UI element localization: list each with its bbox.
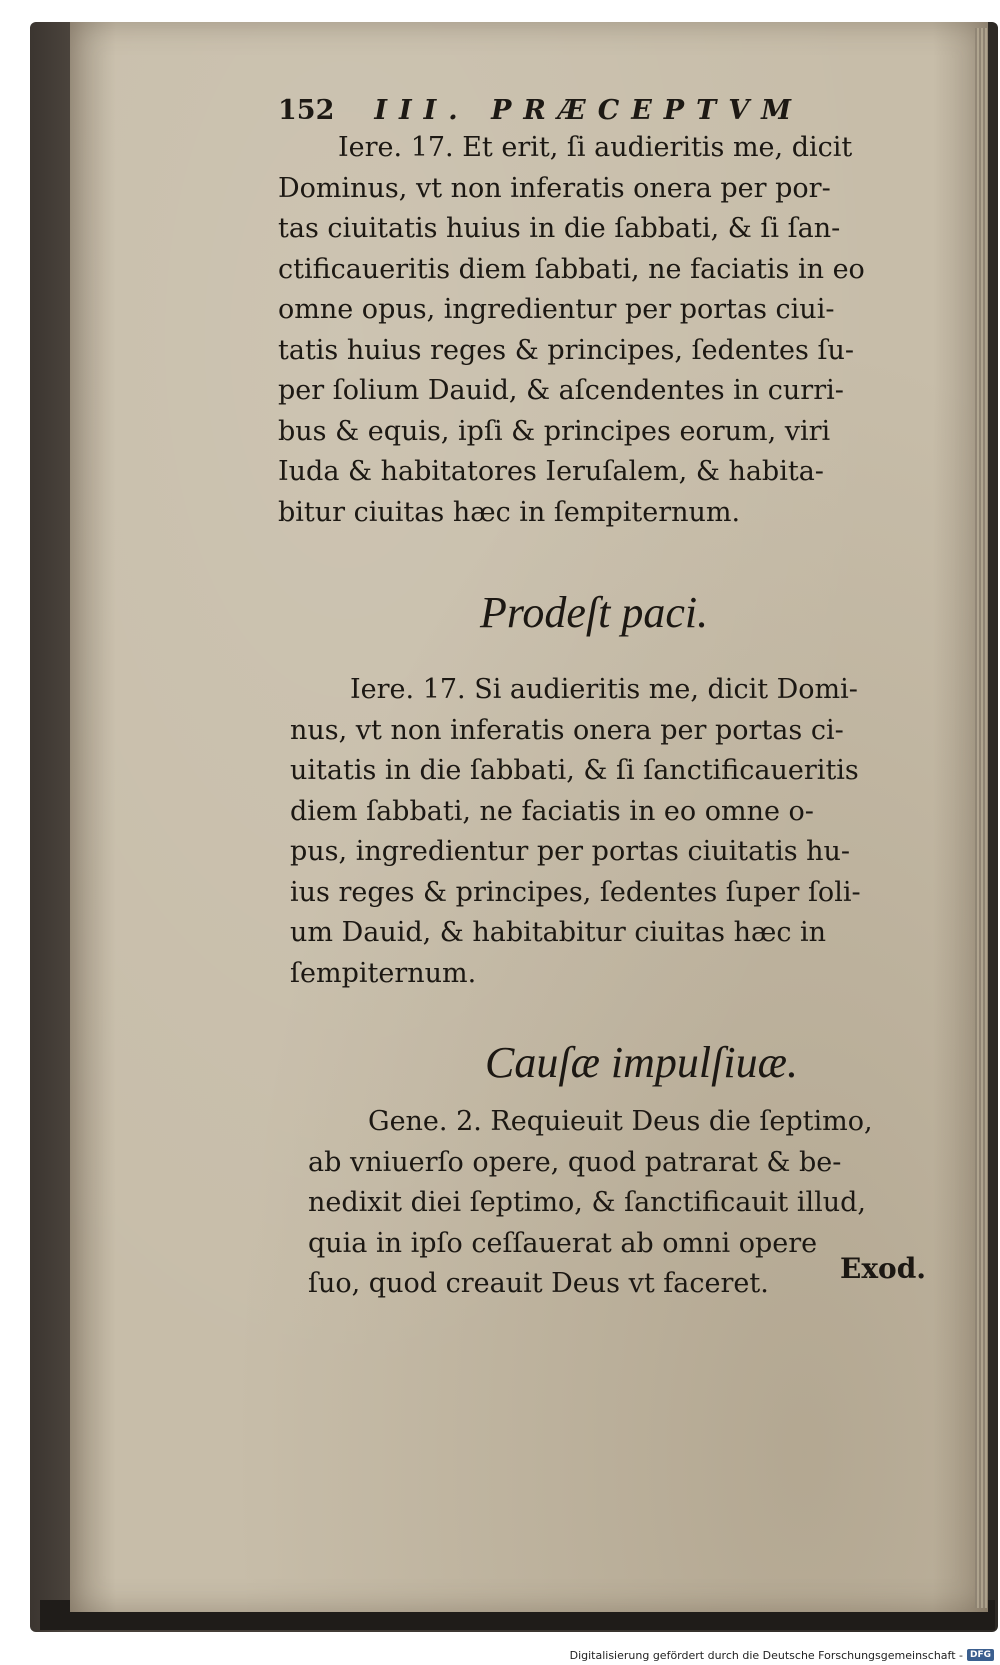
section-heading: Cauſæ impulſiuæ.: [485, 1038, 798, 1087]
page-edge: [975, 28, 987, 1608]
text-line: ſempiternum.: [290, 957, 477, 989]
text-line: ius reges & principes, ſedentes ſuper ſoli-: [290, 876, 861, 908]
text-block-2: [290, 670, 861, 994]
text-block-3: [308, 1102, 873, 1305]
dfg-logo-icon: DFG: [967, 1649, 994, 1661]
section-heading: Prodeſt paci.: [480, 588, 709, 637]
text-line: Iuda & habitatores Ieruſalem, & habita-: [278, 456, 824, 487]
text-line: Gene. 2. Requieuit Deus die ſeptimo,: [368, 1106, 873, 1137]
text-line: bus & equis, ipſi & principes eorum, viri: [278, 415, 831, 447]
text-line: um Dauid, & habitabitur ciuitas hæc in: [290, 917, 827, 948]
text-line: pus, ingredientur per portas ciuitatis hu-: [290, 836, 851, 867]
text-line: ſuo, quod creauit Deus vt faceret.: [308, 1268, 769, 1299]
text-line: tas ciuitatis huius in die ſabbati, & ſi ſan-: [278, 213, 841, 244]
text-line: uitatis in die ſabbati, & ſi ſanctificaueritis: [290, 755, 859, 786]
running-head: [278, 95, 898, 131]
text-line: quia in ipſo ceſſauerat ab omni opere: [308, 1227, 818, 1259]
text-line: nus, vt non inferatis onera per portas ci-: [290, 714, 844, 746]
text-line: ab vniuerſo opere, quod patrarat & be-: [308, 1146, 842, 1178]
page-number: 152: [278, 95, 335, 126]
text-line: Iere. 17. Et erit, ſi audieritis me, dicit: [338, 132, 853, 163]
text-line: nedixit diei ſeptimo, & ſanctificauit illud,: [308, 1187, 867, 1218]
text-line: bitur ciuitas hæc in ſempiternum.: [278, 496, 741, 528]
text-line: ctificaueritis diem ſabbati, ne faciatis in eo: [278, 253, 865, 285]
text-line: per ſolium Dauid, & aſcendentes in curri-: [278, 375, 844, 406]
catchword: Exod.: [840, 1252, 927, 1285]
credit-text: Digitalisierung gefördert durch die Deutsche Forschungsgemeinschaft -: [569, 1648, 963, 1662]
running-head-title: III. PRÆCEPTVM: [374, 95, 804, 126]
text-line: Iere. 17. Si audieritis me, dicit Domi-: [350, 674, 858, 705]
text-block-1: [278, 128, 865, 533]
digitization-credit: [570, 1647, 994, 1663]
text-line: Dominus, vt non inferatis onera per por-: [278, 172, 831, 204]
text-line: diem ſabbati, ne faciatis in eo omne o-: [290, 795, 814, 827]
text-line: tatis huius reges & principes, ſedentes ſu-: [278, 334, 854, 366]
text-line: omne opus, ingredientur per portas ciui-: [278, 294, 835, 325]
